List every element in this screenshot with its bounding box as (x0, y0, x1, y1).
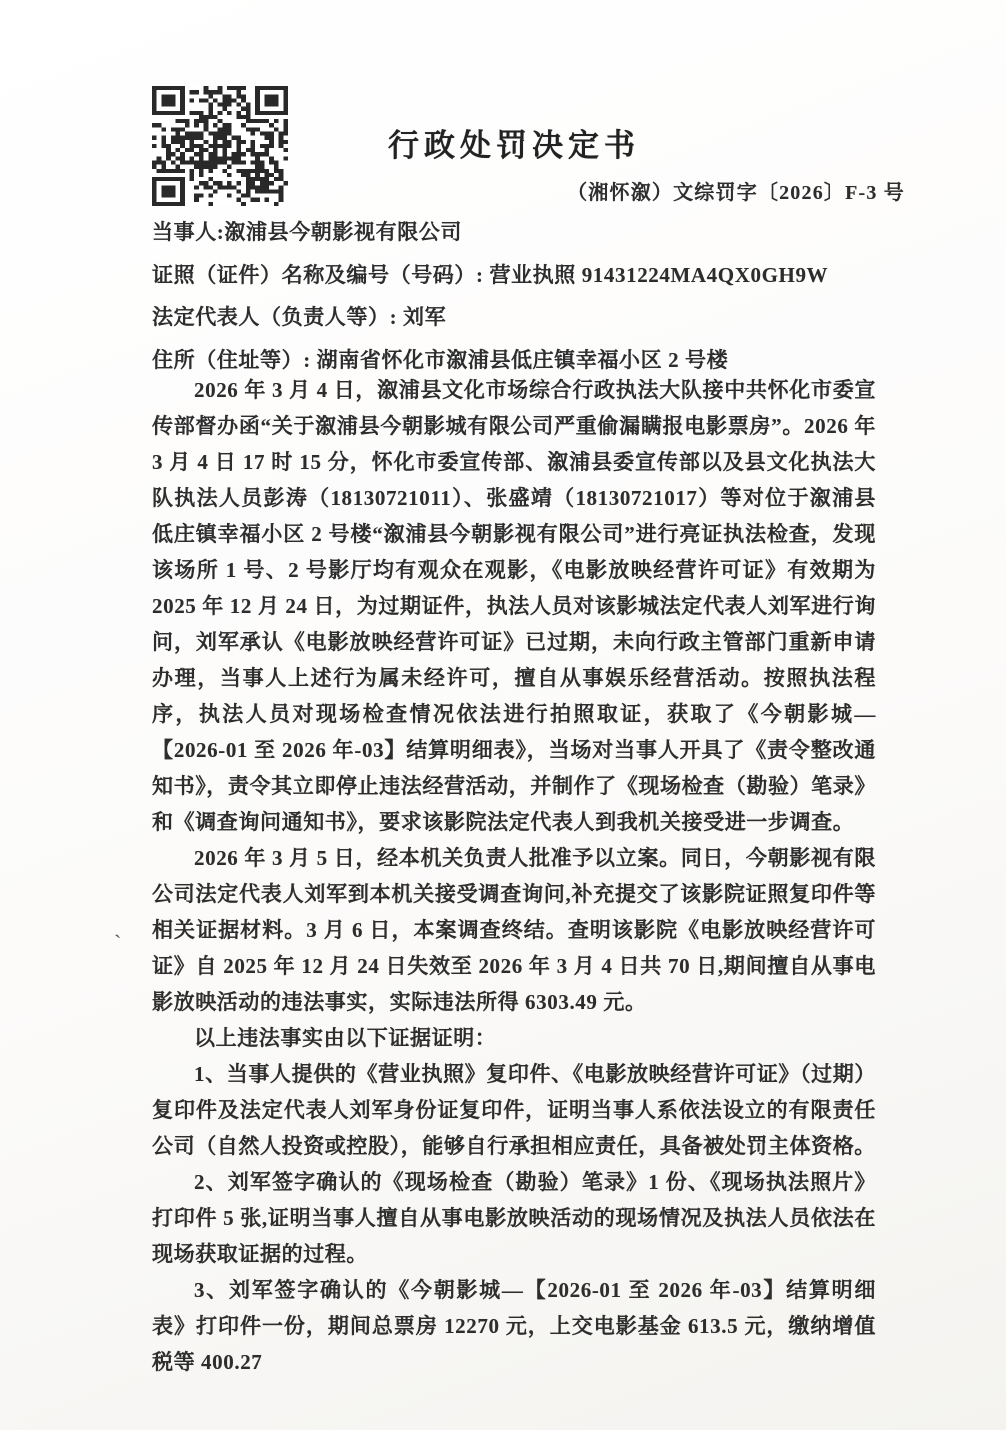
document-number: （湘怀溆）文综罚字〔2026〕F-3 号 (567, 182, 905, 204)
paragraph-evidence-item-2: 2、刘军签字确认的《现场检查（勘验）笔录》1 份、《现场执法照片》打印件 5 张,证明当事人擅自从事电影放映活动的现场情况及执法人员依法在现场获取证据的过程。 (152, 1170, 876, 1266)
stray-scan-mark: ` (114, 930, 122, 955)
paragraph-evidence-item-1: 1、当事人提供的《营业执照》复印件、《电影放映经营许可证》（过期）复印件及法定代表人刘军身份证复印件，证明当事人系依法设立的有限责任公司（自然人投资或控股），能够自行承担相应责任，具备被处罚主体资格。 (152, 1062, 876, 1158)
document-body (152, 372, 876, 1380)
paragraph-evidence-intro: 以上违法事实由以下证据证明： (194, 1026, 497, 1050)
field-party: 当事人:溆浦县今朝影视有限公司 (152, 220, 462, 244)
field-address: 住所（住址等）: 湖南省怀化市溆浦县低庄镇幸福小区 2 号楼 (152, 347, 729, 372)
field-license-number: 证照（证件）名称及编号（号码）: 营业执照 91431224MA4QX0GH9W (152, 262, 829, 287)
paragraph-evidence-item-3: 3、刘军签字确认的《今朝影城—【2026-01 至 2026 年-03】结算明细表》打印件一份，期间总票房 12270 元，上交电影基金 613.5 元，缴纳增值税等 400.27 (152, 1278, 876, 1374)
paragraph-case-filing: 2026 年 3 月 5 日，经本机关负责人批准予以立案。同日，今朝影视有限公司法定代表人刘军到本机关接受调查询问,补充提交了该影院证照复印件等相关证据材料。3 月 6 日，本案调查终结。查明该影院《电影放映经营许可证》自 2025 年 12 月 24 日失效至 2026 年 3 月 4 日共 70 日,期间擅自从事电影放映活动的违法事实，实际违法所得 6303.49 元。 (152, 846, 876, 1014)
paragraph-inspection-facts: 2026 年 3 月 4 日，溆浦县文化市场综合行政执法大队接中共怀化市委宣传部督办函“关于溆浦县今朝影城有限公司严重偷漏瞒报电影票房”。2026 年 3 月 4 日 17 时 15 分，怀化市委宣传部、溆浦县委宣传部以及县文化执法大队执法人员彭涛（18130721011）、张盛靖（18130721017）等对位于溆浦县低庄镇幸福小区 2 号楼“溆浦县今朝影视有限公司”进行亮证执法检查，发现该场所 1 号、2 号影厅均有观众在观影，《电影放映经营许可证》有效期为 2025 年 12 月 24 日，为过期证件，执法人员对该影城法定代表人刘军进行询问，刘军承认《电影放映经营许可证》已过期，未向行政主管部门重新申请办理，当事人上述行为属未经许可，擅自从事娱乐经营活动。按照执法程序，执法人员对现场检查情况依法进行拍照取证，获取了《今朝影城—【2026-01 至 2026 年-03】结算明细表》，当场对当事人开具了《责令整改通知书》，责令其立即停止违法经营活动，并制作了《现场检查（勘验）笔录》和《调查询问通知书》，要求该影院法定代表人到我机关接受进一步调查。 (152, 378, 876, 834)
header-fields (152, 211, 892, 381)
field-legal-representative: 法定代表人（负责人等）: 刘军 (152, 305, 447, 329)
document-title: 行政处罚决定书 (388, 128, 640, 163)
